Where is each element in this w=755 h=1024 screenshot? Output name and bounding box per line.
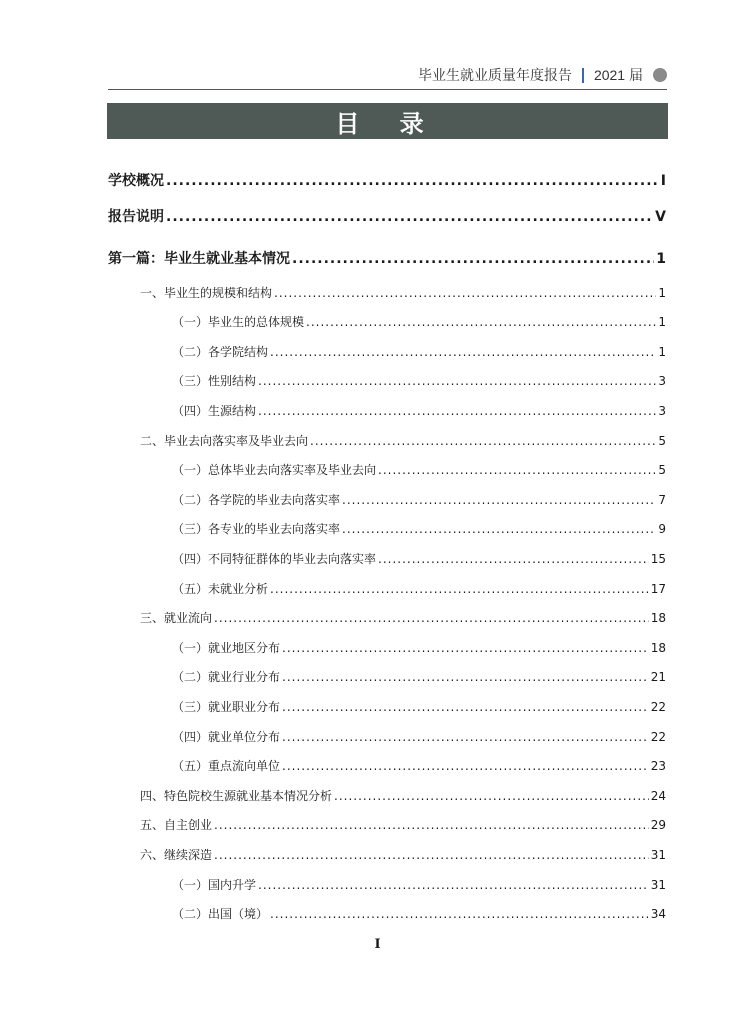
toc-entry[interactable] — [172, 461, 666, 479]
toc-entry-title: （一）就业地区分布 — [172, 641, 281, 655]
toc-entry-page: 7 — [658, 493, 666, 507]
toc-leader-dots — [292, 248, 654, 270]
toc-title: 目 录 — [335, 109, 440, 138]
toc-entry-title: 一、毕业生的规模和结构 — [140, 286, 273, 300]
toc-entry-page: 3 — [658, 374, 666, 388]
toc-leader-dots — [306, 313, 656, 331]
toc-entry-title: 三、就业流向 — [140, 611, 213, 625]
toc-entry-title: （一）国内升学 — [172, 878, 257, 892]
toc-entry-title: （二）各学院结构 — [172, 345, 269, 359]
toc-entry-title: 五、自主创业 — [140, 818, 213, 832]
toc-entry-title: （三）就业职业分布 — [172, 700, 281, 714]
toc-entry[interactable] — [172, 550, 666, 568]
toc-entry-page: 5 — [658, 434, 666, 448]
report-year: 2021 届 — [593, 67, 643, 83]
toc-leader-dots — [282, 757, 649, 775]
toc-leader-dots — [310, 432, 656, 450]
toc-entry[interactable] — [140, 432, 666, 450]
toc-entry-page: 1 — [656, 251, 666, 267]
toc-leader-dots — [214, 846, 649, 864]
toc-entry[interactable] — [172, 343, 666, 361]
toc-leader-dots — [342, 520, 656, 538]
toc-entry[interactable] — [172, 668, 666, 686]
toc-entry-title: 学校概况 — [108, 173, 164, 189]
toc-entry-page: 31 — [650, 878, 666, 892]
toc-entry-page: 1 — [658, 286, 666, 300]
toc-leader-dots — [258, 372, 656, 390]
toc-entry[interactable] — [140, 609, 666, 627]
toc-leader-dots — [282, 728, 649, 746]
toc-leader-dots — [214, 816, 649, 834]
toc-entry-page: 34 — [650, 907, 666, 921]
toc-entry-page: 17 — [650, 582, 666, 596]
toc-entry-title: （三）各专业的毕业去向落实率 — [172, 522, 341, 536]
toc-entry-page: 1 — [658, 345, 666, 359]
toc-entry[interactable] — [108, 206, 666, 228]
toc-entry-page: 24 — [650, 789, 666, 803]
toc-leader-dots — [282, 639, 649, 657]
toc-entry[interactable] — [172, 876, 666, 894]
toc-entry[interactable] — [172, 520, 666, 538]
toc-entry-title: 四、特色院校生源就业基本情况分析 — [140, 789, 333, 803]
toc-entry-title: （三）性别结构 — [172, 374, 257, 388]
toc-entry-title: （二）各学院的毕业去向落实率 — [172, 493, 341, 507]
toc-entry-page: 31 — [650, 848, 666, 862]
toc-entry-page: 5 — [658, 463, 666, 477]
toc-entry-page: 3 — [658, 404, 666, 418]
toc-entry-title: （四）不同特征群体的毕业去向落实率 — [172, 552, 377, 566]
toc-entry[interactable] — [172, 639, 666, 657]
toc-leader-dots — [166, 170, 659, 192]
toc-leader-dots — [342, 491, 656, 509]
toc-entry[interactable] — [172, 372, 666, 390]
toc-entry[interactable] — [172, 698, 666, 716]
toc-leader-dots — [270, 905, 649, 923]
toc-entry[interactable] — [172, 580, 666, 598]
toc-leader-dots — [258, 876, 649, 894]
toc-entry-page: 22 — [650, 730, 666, 744]
toc-entry-page: 21 — [650, 670, 666, 684]
toc-entry[interactable] — [172, 313, 666, 331]
toc-entry-title: 报告说明 — [108, 209, 164, 225]
toc-leader-dots — [166, 206, 653, 228]
toc-entry-page: V — [655, 209, 666, 225]
toc-entry[interactable] — [172, 905, 666, 923]
toc-entry-title: （五）未就业分析 — [172, 582, 269, 596]
toc-entry-page: 1 — [658, 315, 666, 329]
toc-leader-dots — [270, 580, 649, 598]
toc-entry-page: 9 — [658, 522, 666, 536]
toc-leader-dots — [258, 402, 656, 420]
toc-entry[interactable] — [140, 787, 666, 805]
toc-leader-dots — [274, 284, 656, 302]
toc-leader-dots — [214, 609, 649, 627]
toc-entry[interactable] — [140, 284, 666, 302]
toc-entry[interactable] — [172, 402, 666, 420]
toc-entry-page: I — [660, 173, 666, 189]
toc-entry-title: 第一篇：毕业生就业基本情况 — [108, 251, 290, 267]
toc-entry[interactable] — [140, 816, 666, 834]
toc-leader-dots — [282, 668, 649, 686]
toc-entry-title: （二）就业行业分布 — [172, 670, 281, 684]
toc-entry[interactable] — [172, 757, 666, 775]
toc-entry-title: （一）毕业生的总体规模 — [172, 315, 305, 329]
toc-leader-dots — [334, 787, 649, 805]
toc-leader-dots — [270, 343, 656, 361]
toc-entry-page: 23 — [650, 759, 666, 773]
toc-leader-dots — [378, 461, 656, 479]
toc-entry-title: （五）重点流向单位 — [172, 759, 281, 773]
toc-leader-dots — [378, 550, 649, 568]
toc-leader-dots — [282, 698, 649, 716]
toc-entry-title: （四）就业单位分布 — [172, 730, 281, 744]
toc-entry[interactable] — [108, 170, 666, 192]
toc-entry-title: 六、继续深造 — [140, 848, 213, 862]
page-number: I — [374, 937, 381, 952]
toc-entry-page: 22 — [650, 700, 666, 714]
report-title: 毕业生就业质量年度报告 — [417, 68, 572, 84]
toc-entry[interactable] — [108, 248, 666, 270]
toc-entry[interactable] — [172, 491, 666, 509]
toc-entry-page: 15 — [650, 552, 666, 566]
toc-entry-title: （一）总体毕业去向落实率及毕业去向 — [172, 463, 377, 477]
toc-entry-title: 二、毕业去向落实率及毕业去向 — [140, 434, 309, 448]
toc-entry-page: 18 — [650, 611, 666, 625]
toc-entry[interactable] — [140, 846, 666, 864]
toc-entry-title: （二）出国（境） — [172, 907, 269, 921]
toc-entry-page: 18 — [650, 641, 666, 655]
toc-entry-title: （四）生源结构 — [172, 404, 257, 418]
toc-entry[interactable] — [172, 728, 666, 746]
toc-entry-page: 29 — [650, 818, 666, 832]
